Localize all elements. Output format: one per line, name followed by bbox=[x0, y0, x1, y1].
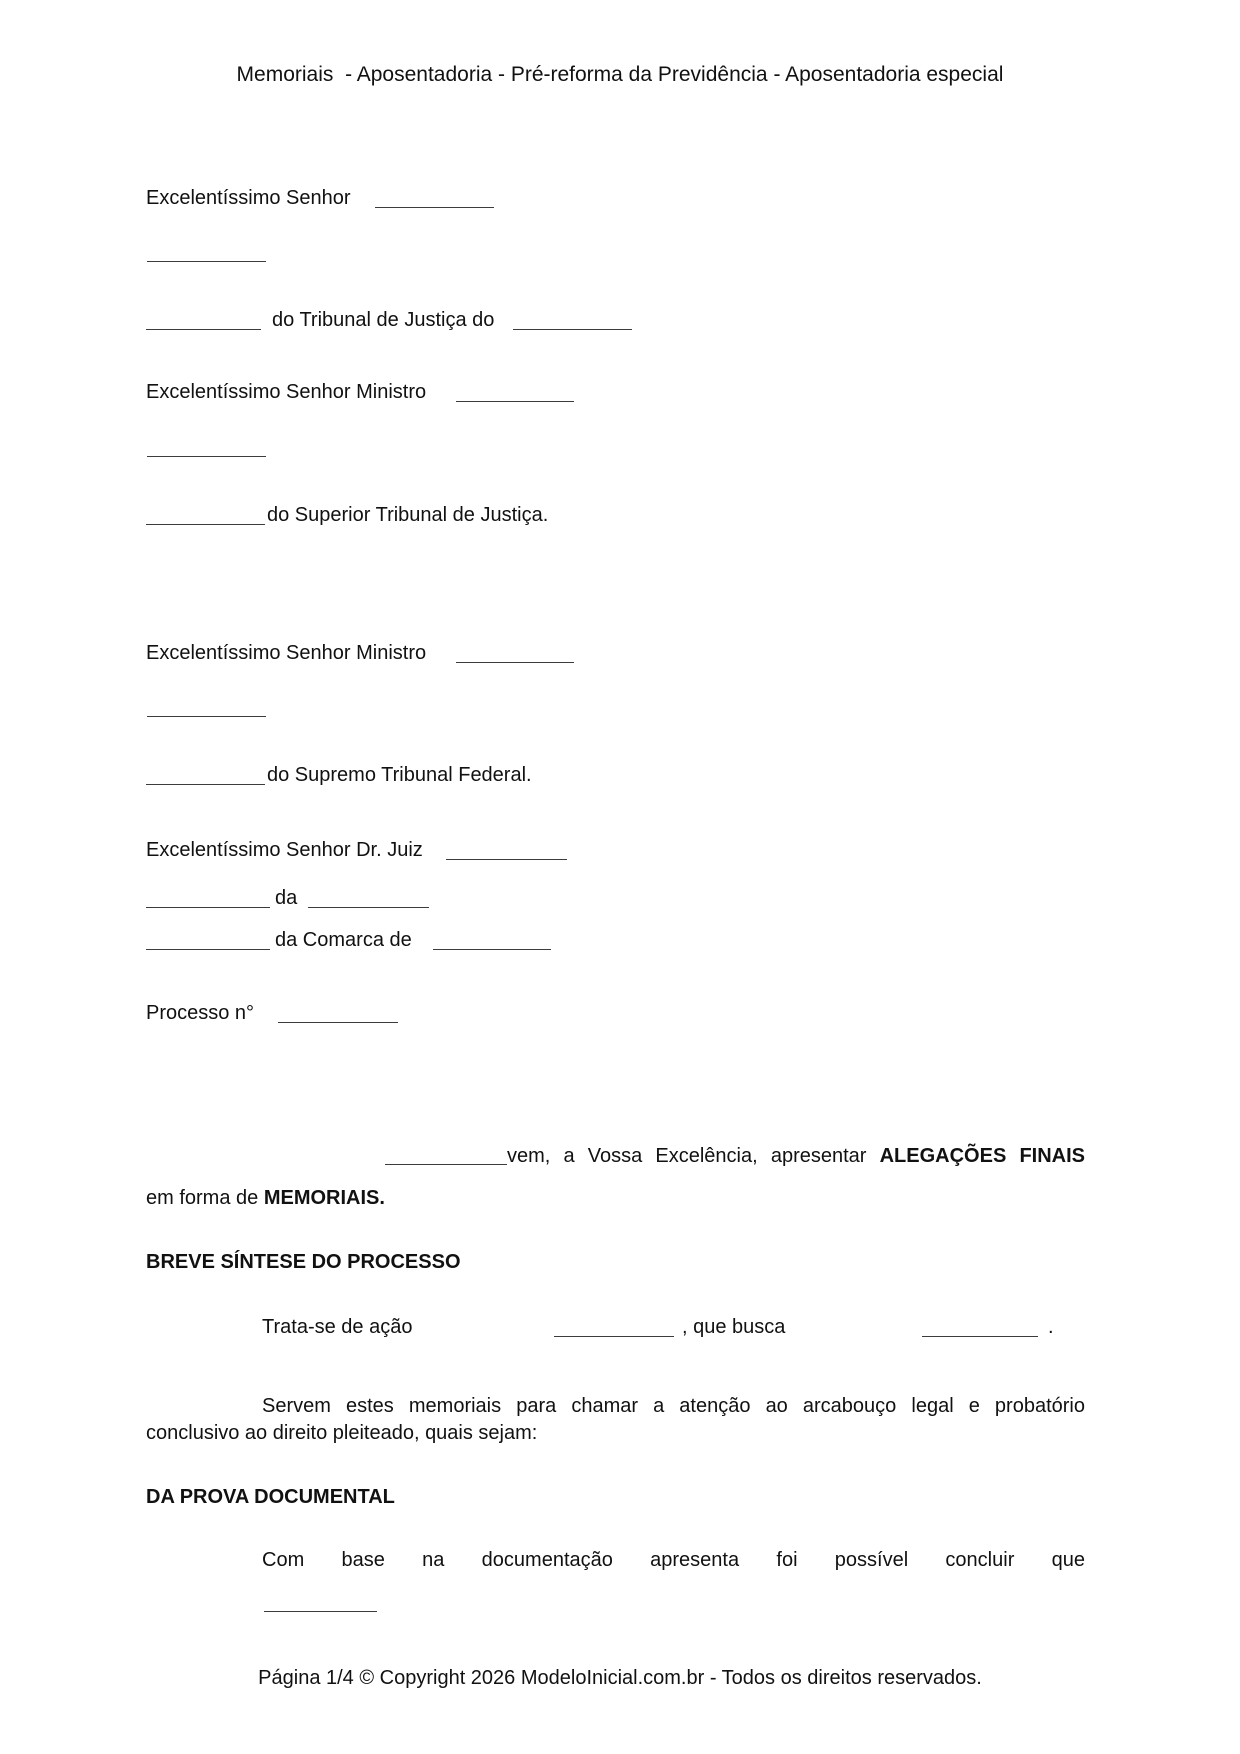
address-ministro-stf-line bbox=[0, 640, 1240, 666]
heading-prova: DA PROVA DOCUMENTAL bbox=[146, 1486, 395, 1508]
blank-field bbox=[513, 310, 632, 330]
address-ministro-stj-line bbox=[0, 379, 1240, 405]
com-base-blank-line bbox=[0, 1589, 1240, 1615]
intro-bold-alegacoes: ALEGAÇÕES FINAIS bbox=[879, 1145, 1085, 1167]
intro-line bbox=[385, 1143, 1085, 1169]
blank-field bbox=[147, 242, 266, 262]
heading-prova-line bbox=[0, 1484, 1240, 1510]
blank-field bbox=[554, 1317, 674, 1337]
servem-text-2: conclusivo ao direito pleiteado, quais sejam: bbox=[146, 1422, 538, 1444]
servem-text-1: Servem estes memoriais para chamar a atenção ao arcabouço legal e probatório bbox=[262, 1395, 1085, 1417]
blank-field bbox=[433, 930, 551, 950]
blank-field bbox=[146, 888, 270, 908]
address-senhor-label: Excelentíssimo Senhor bbox=[146, 187, 351, 209]
address-tribunal-line bbox=[0, 307, 1240, 333]
document-title-text: Memoriais - Aposentadoria - Pré-reforma da Previdência - Aposentadoria especial bbox=[236, 63, 1004, 86]
servem-paragraph-line-1 bbox=[262, 1393, 1085, 1419]
blank-field bbox=[456, 382, 574, 402]
processo-label: Processo n° bbox=[146, 1002, 255, 1024]
heading-sintese-line bbox=[0, 1249, 1240, 1275]
blank-field bbox=[278, 1003, 398, 1023]
trata-se-text-a: Trata-se de ação bbox=[262, 1316, 413, 1338]
address-blank-line bbox=[0, 239, 1240, 265]
document-title bbox=[0, 62, 1240, 88]
page-footer bbox=[0, 1665, 1240, 1691]
intro2-text: em forma de bbox=[146, 1187, 259, 1209]
com-base-line bbox=[262, 1547, 1085, 1573]
address-vara-line bbox=[0, 885, 1240, 911]
processo-line bbox=[0, 1000, 1240, 1026]
intro2-wrap bbox=[146, 1185, 385, 1211]
intro-text: vem, a Vossa Excelência, apresentar bbox=[507, 1145, 867, 1167]
blank-field bbox=[146, 310, 261, 330]
address-comarca-label: da Comarca de bbox=[275, 929, 412, 951]
address-stj-court-label: do Superior Tribunal de Justiça. bbox=[267, 504, 549, 526]
heading-sintese: BREVE SÍNTESE DO PROCESSO bbox=[146, 1251, 461, 1273]
blank-field bbox=[385, 1145, 507, 1165]
address-da-label: da bbox=[275, 887, 298, 909]
blank-field bbox=[146, 930, 270, 950]
address-juiz-line bbox=[0, 837, 1240, 863]
blank-field bbox=[146, 505, 265, 525]
address-comarca-line bbox=[0, 927, 1240, 953]
address-stf-court-label: do Supremo Tribunal Federal. bbox=[267, 764, 532, 786]
address-ministro-stj-label: Excelentíssimo Senhor Ministro bbox=[146, 381, 427, 403]
address-ministro-stf-label: Excelentíssimo Senhor Ministro bbox=[146, 642, 427, 664]
blank-field bbox=[308, 888, 429, 908]
address-blank-line bbox=[0, 434, 1240, 460]
blank-field bbox=[264, 1592, 377, 1612]
address-tribunal-label: do Tribunal de Justiça do bbox=[272, 309, 495, 331]
address-juiz-label: Excelentíssimo Senhor Dr. Juiz bbox=[146, 839, 423, 861]
com-base-text: Com base na documentação apresenta foi possível concluir que bbox=[262, 1549, 1085, 1571]
blank-field bbox=[375, 188, 494, 208]
blank-field bbox=[147, 697, 266, 717]
trata-se-text-b: , que busca bbox=[682, 1316, 786, 1338]
address-stf-court-line bbox=[0, 762, 1240, 788]
intro2-bold-memoriais: MEMORIAIS. bbox=[263, 1187, 385, 1209]
blank-field bbox=[146, 765, 265, 785]
address-blank-line bbox=[0, 694, 1240, 720]
servem-paragraph-line-2 bbox=[0, 1420, 1240, 1446]
blank-field bbox=[922, 1317, 1038, 1337]
address-senhor-line bbox=[0, 185, 1240, 211]
blank-field bbox=[446, 840, 567, 860]
blank-field bbox=[147, 437, 266, 457]
trata-se-text-c: . bbox=[1048, 1316, 1054, 1338]
blank-field bbox=[456, 643, 574, 663]
trata-se-line bbox=[0, 1314, 1240, 1340]
address-stj-court-line bbox=[0, 502, 1240, 528]
page-footer-text: Página 1/4 © Copyright 2026 ModeloInicial.com.br - Todos os direitos reservados. bbox=[258, 1667, 982, 1689]
intro-line-2 bbox=[0, 1185, 1240, 1211]
